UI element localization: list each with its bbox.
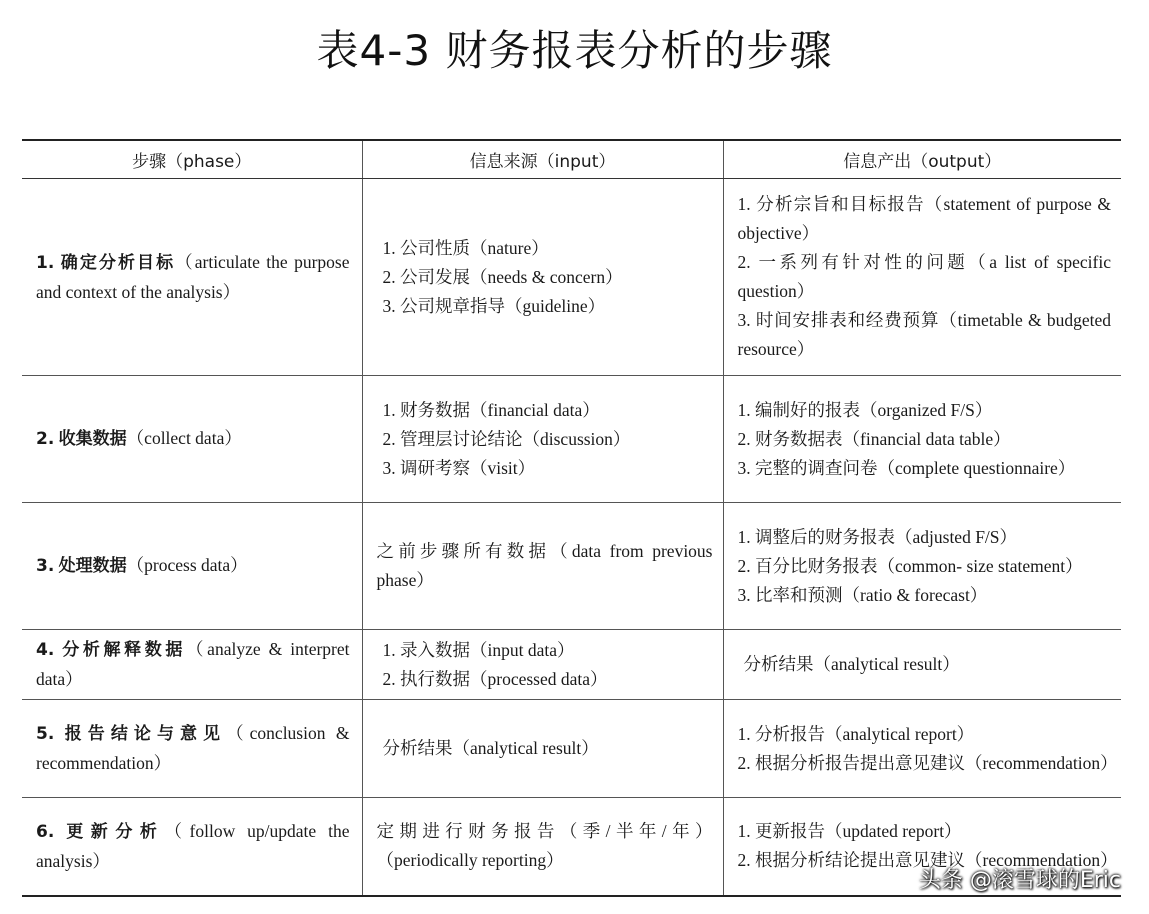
input-item: 分析结果（analytical result） (382, 738, 599, 758)
header-output: 信息产出（output） (723, 140, 1121, 179)
phase-number: 2. (36, 429, 55, 449)
input-item: 3. 公司规章指导（guideline） (382, 295, 606, 316)
header-phase: 步骤（phase） (22, 140, 362, 179)
input-cell (362, 503, 723, 630)
phase-keyword: 确定分析目标 (60, 252, 176, 273)
table-row (22, 700, 1121, 798)
header-input: 信息来源（input） (362, 140, 723, 179)
phase-cell (22, 630, 362, 700)
phase-number: 1. (36, 252, 55, 273)
input-cell (362, 376, 723, 503)
phase-cell (22, 700, 362, 798)
phase-english: （articulate the purpose and context of the analysis） (36, 251, 350, 302)
phase-keyword: 更新分析 (66, 821, 165, 842)
phase-cell (22, 376, 362, 503)
output-item: 1. 分析报告（analytical report） (737, 723, 975, 744)
phase-keyword: 处理数据 (58, 556, 127, 576)
phase-english: （follow up/update the analysis） (36, 820, 350, 871)
phase-cell (22, 503, 362, 630)
output-item: 3. 时间安排表和经费预算（timetable & budgeted resource） (737, 310, 1111, 359)
watermark: 头条 @滚雪球的Eric (918, 868, 1121, 893)
phase-cell (22, 798, 362, 896)
output-item: 2. 财务数据表（financial data table） (737, 428, 1011, 449)
table-row (22, 376, 1121, 503)
analysis-steps-table (22, 139, 1121, 897)
output-cell (723, 630, 1121, 700)
table-row (22, 503, 1121, 630)
output-item: 1. 分析宗旨和目标报告（statement of purpose & objective） (737, 194, 1111, 243)
output-item: 2. 一系列有针对性的问题（a list of specific question） (737, 252, 1111, 301)
phase-english: （process data） (126, 555, 248, 575)
phase-english: （collect data） (126, 428, 242, 448)
output-cell (723, 700, 1121, 798)
phase-cell (22, 179, 362, 376)
output-item: 3. 完整的调查问卷（complete questionnaire） (737, 457, 1076, 478)
output-item: 3. 比率和预测（ratio & forecast） (737, 584, 988, 605)
phase-keyword: 分析解释数据 (62, 640, 187, 660)
phase-number: 3. (36, 556, 55, 576)
header-row (22, 140, 1121, 179)
output-item: 2. 根据分析报告提出意见建议（recommendation） (737, 752, 1118, 773)
table-row (22, 630, 1121, 700)
input-cell (362, 630, 723, 700)
phase-number: 5. (36, 724, 55, 744)
phase-keyword: 报告结论与意见 (64, 724, 227, 744)
phase-english: （conclusion & recommendation） (36, 723, 350, 773)
output-item: 2. 百分比财务报表（common- size statement） (737, 555, 1083, 576)
input-item: 3. 调研考察（visit） (382, 457, 536, 478)
output-item: 2. 根据分析结论提出意见建议（recommendation） (737, 850, 1118, 871)
input-item: 之前步骤所有数据（data from previous phase） (376, 541, 713, 590)
phase-keyword: 收集数据 (58, 429, 127, 449)
input-item: 1. 财务数据（financial data） (382, 399, 600, 420)
table-title: 表4-3 财务报表分析的步骤 (316, 26, 833, 75)
output-cell (723, 503, 1121, 630)
table-row (22, 179, 1121, 376)
output-item: 1. 调整后的财务报表（adjusted F/S） (737, 526, 1018, 547)
input-cell (362, 700, 723, 798)
input-item: 1. 公司性质（nature） (382, 237, 549, 258)
output-cell (723, 376, 1121, 503)
output-item: 分析结果（analytical result） (743, 654, 960, 674)
phase-english: （analyze & interpret data） (36, 639, 350, 689)
input-item: 1. 录入数据（input data） (382, 639, 575, 660)
input-item: 2. 管理层讨论结论（discussion） (382, 428, 631, 449)
input-cell (362, 798, 723, 896)
output-item: 1. 编制好的报表（organized F/S） (737, 399, 993, 420)
phase-number: 4. (36, 640, 55, 660)
input-item: 2. 执行数据（processed data） (382, 668, 608, 689)
input-item: 定期进行财务报告（季/半年/年）（periodically reporting） (376, 821, 713, 871)
output-cell (723, 179, 1121, 376)
input-cell (362, 179, 723, 376)
input-item: 2. 公司发展（needs & concern） (382, 266, 623, 287)
phase-number: 6. (36, 821, 55, 842)
output-item: 1. 更新报告（updated report） (737, 821, 962, 842)
